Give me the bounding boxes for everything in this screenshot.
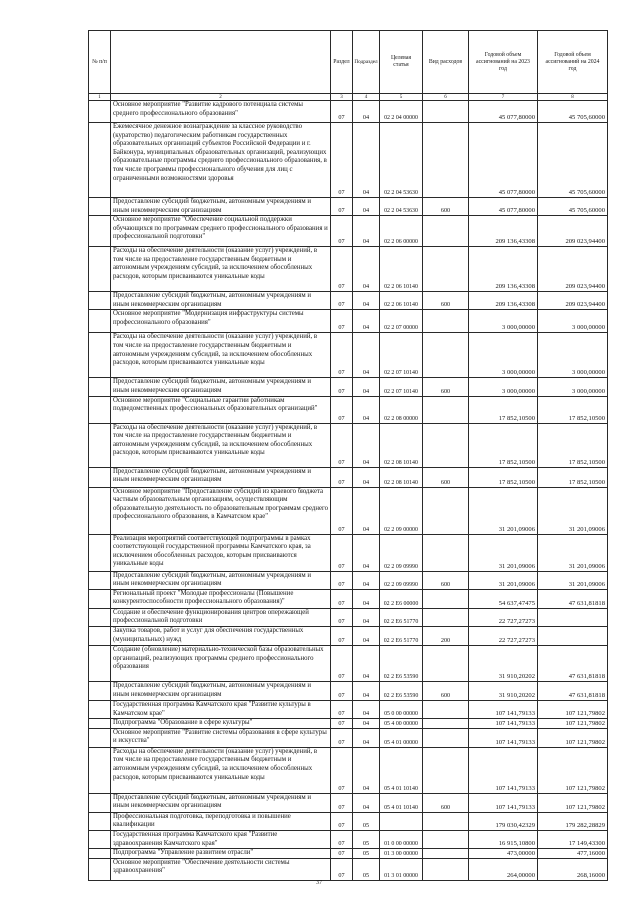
row-allocation-2023: 31 201,09006 — [469, 571, 538, 589]
row-expense-type — [423, 728, 469, 747]
row-subsection: 04 — [353, 467, 380, 487]
row-section: 07 — [331, 700, 353, 718]
row-section: 07 — [331, 198, 353, 216]
row-section: 07 — [331, 123, 353, 198]
row-target-article: 02 2 08 10140 — [380, 467, 423, 487]
row-section: 07 — [331, 467, 353, 487]
budget-table — [88, 30, 608, 881]
row-target-article: 02 2 08 10140 — [380, 423, 423, 467]
row-subsection: 04 — [353, 728, 380, 747]
row-allocation-2024: 17 149,43300 — [538, 830, 608, 848]
row-description: Подпрограмма "Управление развитием отрасли" — [111, 849, 331, 859]
row-allocation-2024: 107 121,79802 — [538, 719, 608, 729]
row-subsection: 04 — [353, 534, 380, 571]
row-number-cell — [89, 292, 111, 310]
table-row — [89, 747, 608, 793]
row-section: 07 — [331, 423, 353, 467]
row-description: Государственная программа Камчатского края "Развитие культуры в Камчатском крае" — [111, 700, 331, 718]
table-row — [89, 487, 608, 534]
row-allocation-2024: 31 201,09006 — [538, 571, 608, 589]
row-description: Закупка товаров, работ и услуг для обеспечения государственных (муниципальных) нужд — [111, 626, 331, 645]
column-number: 1 — [89, 94, 111, 101]
row-allocation-2024 — [538, 626, 608, 645]
row-number-cell — [89, 467, 111, 487]
row-expense-type — [423, 858, 469, 880]
row-section: 07 — [331, 487, 353, 534]
row-description: Основное мероприятие "Обеспечение деятельности системы здравоохранения" — [111, 858, 331, 880]
row-target-article: 05 4 01 00000 — [380, 728, 423, 747]
row-expense-type — [423, 719, 469, 729]
row-subsection: 04 — [353, 292, 380, 310]
header-expense-type: Вид расходов — [423, 31, 469, 94]
row-subsection: 04 — [353, 310, 380, 333]
table-row — [89, 626, 608, 645]
table-row — [89, 571, 608, 589]
row-allocation-2023: 31 910,20202 — [469, 645, 538, 681]
row-subsection: 04 — [353, 423, 380, 467]
row-section: 07 — [331, 101, 353, 123]
row-expense-type — [423, 830, 469, 848]
table-row — [89, 101, 608, 123]
row-section: 07 — [331, 292, 353, 310]
row-subsection: 04 — [353, 700, 380, 718]
row-description: Предоставление субсидий бюджетным, автономным учреждениям и иным некоммерческим организациям — [111, 793, 331, 812]
row-number-cell — [89, 247, 111, 292]
row-description: Профессиональная подготовка, переподготовка и повышение квалификации — [111, 812, 331, 830]
row-description: Предоставление субсидий бюджетным, автономным учреждениям и иным некоммерческим организациям — [111, 571, 331, 589]
row-number-cell — [89, 608, 111, 626]
row-expense-type: 600 — [423, 571, 469, 589]
row-number-cell — [89, 728, 111, 747]
row-expense-type — [423, 608, 469, 626]
row-allocation-2024: 107 121,79802 — [538, 747, 608, 793]
row-description: Ежемесячное денежное вознаграждение за классное руководство (кураторство) педагогическим работникам государственных образовательных организаций субъектов Российской Федерации и г. Байконура, муниципальных образовательных организаций, реализующих образовательные программы среднего профессионального образования, в том числе программы профессионального обучения для лиц с ограниченными возможностями здоровья — [111, 123, 331, 198]
row-section: 07 — [331, 849, 353, 859]
row-number-cell — [89, 571, 111, 589]
table-body — [89, 101, 608, 881]
row-allocation-2023: 107 141,79133 — [469, 793, 538, 812]
row-target-article: 02 2 07 10140 — [380, 378, 423, 396]
table-row — [89, 423, 608, 467]
row-allocation-2023: 31 201,09006 — [469, 534, 538, 571]
row-allocation-2023: 45 077,80000 — [469, 123, 538, 198]
row-description: Предоставление субсидий бюджетным, автономным учреждениям и иным некоммерческим организациям — [111, 378, 331, 396]
row-section: 07 — [331, 719, 353, 729]
row-number-cell — [89, 101, 111, 123]
row-allocation-2023: 45 077,80000 — [469, 101, 538, 123]
row-target-article — [380, 812, 423, 830]
row-description: Государственная программа Камчатского края "Развитие здравоохранения Камчатского края" — [111, 830, 331, 848]
row-subsection: 05 — [353, 812, 380, 830]
row-description: Основное мероприятие "Развитие кадрового потенциала системы среднего профессионального образования" — [111, 101, 331, 123]
row-subsection: 05 — [353, 858, 380, 880]
row-target-article: 02 2 07 10140 — [380, 333, 423, 378]
row-allocation-2024: 17 852,10500 — [538, 467, 608, 487]
header-allocation-2024: Годовой объем ассигнований на 2024 год — [538, 31, 608, 94]
row-target-article: 01 3 01 00000 — [380, 858, 423, 880]
page-number: 37 — [316, 880, 322, 886]
row-description: Основное мероприятие "Обеспечение социальной поддержки обучающихся по программам среднего профессионального образования и профессиональной подготовки" — [111, 216, 331, 247]
row-number-cell — [89, 812, 111, 830]
row-target-article: 02 2 09 00000 — [380, 487, 423, 534]
row-number-cell — [89, 378, 111, 396]
row-expense-type: 600 — [423, 793, 469, 812]
column-number: 8 — [538, 94, 608, 101]
row-allocation-2024: 179 282,28829 — [538, 812, 608, 830]
row-allocation-2024: 477,16000 — [538, 849, 608, 859]
row-expense-type — [423, 101, 469, 123]
row-description: Подпрограмма "Образование в сфере культуры" — [111, 719, 331, 729]
row-section: 07 — [331, 333, 353, 378]
row-target-article: 02 2 E6 51770 — [380, 608, 423, 626]
row-number-cell — [89, 396, 111, 423]
row-target-article: 05 4 00 00000 — [380, 719, 423, 729]
row-expense-type — [423, 700, 469, 718]
row-number-cell — [89, 681, 111, 700]
row-target-article: 05 0 00 00000 — [380, 700, 423, 718]
column-number: 2 — [111, 94, 331, 101]
table-row — [89, 849, 608, 859]
row-description: Создание (обновление) материально-технической базы образовательных организаций, реализующих программы среднего профессионального образования — [111, 645, 331, 681]
row-subsection: 04 — [353, 608, 380, 626]
row-allocation-2024: 45 705,60000 — [538, 101, 608, 123]
row-number-cell — [89, 719, 111, 729]
column-number: 5 — [380, 94, 423, 101]
row-subsection: 05 — [353, 830, 380, 848]
row-allocation-2024 — [538, 608, 608, 626]
row-allocation-2024: 17 852,10500 — [538, 423, 608, 467]
column-number: 4 — [353, 94, 380, 101]
row-target-article: 02 2 E6 53590 — [380, 645, 423, 681]
row-number-cell — [89, 487, 111, 534]
row-allocation-2023: 17 852,10500 — [469, 396, 538, 423]
row-allocation-2024: 107 121,79802 — [538, 793, 608, 812]
row-allocation-2024: 3 000,00000 — [538, 378, 608, 396]
row-number-cell — [89, 198, 111, 216]
row-expense-type — [423, 534, 469, 571]
row-section: 07 — [331, 608, 353, 626]
row-section: 07 — [331, 626, 353, 645]
row-section: 07 — [331, 378, 353, 396]
row-expense-type — [423, 247, 469, 292]
row-expense-type — [423, 747, 469, 793]
table-row — [89, 378, 608, 396]
table-row — [89, 645, 608, 681]
table-row — [89, 123, 608, 198]
row-target-article: 02 2 08 00000 — [380, 396, 423, 423]
table-row — [89, 292, 608, 310]
row-subsection: 04 — [353, 793, 380, 812]
row-description: Создание и обеспечение функционирования центров опережающей профессиональной подготовки — [111, 608, 331, 626]
row-allocation-2023: 107 141,79133 — [469, 728, 538, 747]
row-expense-type: 200 — [423, 626, 469, 645]
row-allocation-2023: 31 201,09006 — [469, 487, 538, 534]
header-row — [89, 31, 608, 94]
row-section: 07 — [331, 247, 353, 292]
table-row — [89, 467, 608, 487]
row-allocation-2023: 16 915,10800 — [469, 830, 538, 848]
row-allocation-2023: 209 136,43308 — [469, 292, 538, 310]
column-number: 3 — [331, 94, 353, 101]
row-description: Региональный проект "Молодые профессионалы (Повышение конкурентоспособности профессионального образования)" — [111, 589, 331, 608]
row-allocation-2024: 45 705,60000 — [538, 198, 608, 216]
table-row — [89, 830, 608, 848]
row-subsection: 04 — [353, 101, 380, 123]
row-subsection: 04 — [353, 247, 380, 292]
row-section: 07 — [331, 396, 353, 423]
row-expense-type — [423, 423, 469, 467]
row-section: 07 — [331, 793, 353, 812]
row-number-cell — [89, 589, 111, 608]
row-description: Предоставление субсидий бюджетным, автономным учреждениям и иным некоммерческим организациям — [111, 292, 331, 310]
row-allocation-2023: 22 727,27273 — [469, 608, 538, 626]
row-number-cell — [89, 216, 111, 247]
row-number-cell — [89, 645, 111, 681]
table-row — [89, 793, 608, 812]
row-number-cell — [89, 310, 111, 333]
row-allocation-2024: 31 201,09006 — [538, 487, 608, 534]
row-section: 07 — [331, 534, 353, 571]
table-row — [89, 396, 608, 423]
row-target-article: 02 2 E6 51770 — [380, 626, 423, 645]
row-subsection: 04 — [353, 123, 380, 198]
row-subsection: 04 — [353, 589, 380, 608]
row-expense-type: 600 — [423, 467, 469, 487]
table-row — [89, 608, 608, 626]
row-number-cell — [89, 123, 111, 198]
row-target-article: 01 3 00 00000 — [380, 849, 423, 859]
row-target-article: 02 2 04 53630 — [380, 123, 423, 198]
table-row — [89, 198, 608, 216]
row-number-cell — [89, 700, 111, 718]
row-expense-type — [423, 396, 469, 423]
row-target-article: 02 2 04 53630 — [380, 198, 423, 216]
row-description: Основное мероприятие "Модернизация инфраструктуры системы профессионального образования" — [111, 310, 331, 333]
table-row — [89, 858, 608, 880]
row-section: 07 — [331, 830, 353, 848]
row-subsection: 04 — [353, 216, 380, 247]
row-target-article: 02 2 06 10140 — [380, 292, 423, 310]
row-subsection: 04 — [353, 645, 380, 681]
row-target-article: 02 2 09 09990 — [380, 571, 423, 589]
row-section: 07 — [331, 571, 353, 589]
row-subsection: 05 — [353, 849, 380, 859]
row-allocation-2024: 47 631,81818 — [538, 681, 608, 700]
row-section: 07 — [331, 858, 353, 880]
row-subsection: 04 — [353, 333, 380, 378]
row-description: Предоставление субсидий бюджетным, автономным учреждениям и иным некоммерческим организациям — [111, 681, 331, 700]
row-expense-type — [423, 487, 469, 534]
row-description: Предоставление субсидий бюджетным, автономным учреждениям и иным некоммерческим организациям — [111, 198, 331, 216]
row-description: Расходы на обеспечение деятельности (оказание услуг) учреждений, в том числе на предоставление государственным бюджетным и автономным учреждениям субсидий, за исключением обособленных расходов, которым присваиваются уникальные коды — [111, 333, 331, 378]
table-row — [89, 719, 608, 729]
row-number-cell — [89, 858, 111, 880]
column-number: 6 — [423, 94, 469, 101]
header-target-article: Целевая статья — [380, 31, 423, 94]
row-target-article: 02 2 06 00000 — [380, 216, 423, 247]
row-allocation-2023: 31 910,20202 — [469, 681, 538, 700]
table-row — [89, 700, 608, 718]
row-subsection: 04 — [353, 571, 380, 589]
row-section: 07 — [331, 747, 353, 793]
row-allocation-2023: 473,00000 — [469, 849, 538, 859]
row-allocation-2024: 47 631,81818 — [538, 589, 608, 608]
row-description: Расходы на обеспечение деятельности (оказание услуг) учреждений, в том числе на предоставление государственным бюджетным и автономным учреждениям субсидий, за исключением обособленных расходов, которым присваиваются уникальные коды — [111, 423, 331, 467]
table-row — [89, 247, 608, 292]
row-description: Расходы на обеспечение деятельности (оказание услуг) учреждений, в том числе на предоставление государственным бюджетным и автономным учреждениям субсидий, за исключением обособленных расходов, которым присваиваются уникальные коды — [111, 747, 331, 793]
row-section: 07 — [331, 216, 353, 247]
row-section: 07 — [331, 645, 353, 681]
row-subsection: 04 — [353, 747, 380, 793]
row-allocation-2023: 22 727,27273 — [469, 626, 538, 645]
row-number-cell — [89, 626, 111, 645]
row-target-article: 02 2 E6 00000 — [380, 589, 423, 608]
row-description: Предоставление субсидий бюджетным, автономным учреждениям и иным некоммерческим организациям — [111, 467, 331, 487]
row-expense-type: 600 — [423, 681, 469, 700]
row-section: 07 — [331, 310, 353, 333]
header-subsection: Подраздел — [353, 31, 380, 94]
row-description: Реализация мероприятий соответствующей подпрограммы в рамках соответствующей государственной программы Камчатского края, за исключением обособленных расходов, которым присваиваются уникальные коды — [111, 534, 331, 571]
row-expense-type — [423, 849, 469, 859]
row-allocation-2024: 17 852,10500 — [538, 396, 608, 423]
row-subsection: 04 — [353, 626, 380, 645]
row-target-article: 02 2 09 09990 — [380, 534, 423, 571]
row-subsection: 04 — [353, 198, 380, 216]
row-expense-type: 600 — [423, 378, 469, 396]
row-allocation-2023: 209 136,43308 — [469, 216, 538, 247]
row-target-article: 05 4 01 10140 — [380, 793, 423, 812]
row-allocation-2023: 3 000,00000 — [469, 378, 538, 396]
row-allocation-2023: 54 637,47475 — [469, 589, 538, 608]
row-allocation-2023: 3 000,00000 — [469, 333, 538, 378]
row-allocation-2024: 209 023,94400 — [538, 247, 608, 292]
row-subsection: 04 — [353, 487, 380, 534]
row-target-article: 02 2 07 00000 — [380, 310, 423, 333]
row-allocation-2024: 107 121,79802 — [538, 728, 608, 747]
row-allocation-2024: 45 705,60000 — [538, 123, 608, 198]
row-allocation-2024: 209 023,94400 — [538, 292, 608, 310]
row-subsection: 04 — [353, 378, 380, 396]
row-expense-type — [423, 812, 469, 830]
table-row — [89, 534, 608, 571]
row-description: Основное мероприятие "Социальные гарантии работникам подведомственных профессиональных образовательных организаций" — [111, 396, 331, 423]
row-allocation-2023: 107 141,79133 — [469, 747, 538, 793]
row-target-article: 05 4 01 10140 — [380, 747, 423, 793]
row-allocation-2024: 3 000,00000 — [538, 333, 608, 378]
row-subsection: 04 — [353, 681, 380, 700]
row-subsection: 04 — [353, 719, 380, 729]
row-allocation-2023: 107 141,79133 — [469, 719, 538, 729]
row-section: 07 — [331, 589, 353, 608]
table-row — [89, 728, 608, 747]
row-allocation-2023: 3 000,00000 — [469, 310, 538, 333]
row-number-cell — [89, 423, 111, 467]
row-subsection: 04 — [353, 396, 380, 423]
row-allocation-2024: 3 000,00000 — [538, 310, 608, 333]
row-section: 07 — [331, 681, 353, 700]
row-section: 07 — [331, 728, 353, 747]
row-expense-type — [423, 123, 469, 198]
row-allocation-2023: 45 077,80000 — [469, 198, 538, 216]
row-description: Основное мероприятие "Предоставление субсидий из краевого бюджета частным образовательным организациям, осуществляющим образовательную деятельность по образовательным программам среднего профессионального образования, в Камчатском крае" — [111, 487, 331, 534]
row-number-cell — [89, 830, 111, 848]
column-number-row — [89, 94, 608, 101]
table-row — [89, 681, 608, 700]
column-number: 7 — [469, 94, 538, 101]
row-allocation-2024: 31 201,09006 — [538, 534, 608, 571]
row-target-article: 02 2 06 10140 — [380, 247, 423, 292]
row-description: Расходы на обеспечение деятельности (оказание услуг) учреждений, в том числе на предоставление государственным бюджетным и автономным учреждениям субсидий, за исключением обособленных расходов, которым присваиваются уникальные коды — [111, 247, 331, 292]
row-allocation-2023: 264,00000 — [469, 858, 538, 880]
row-target-article: 01 0 00 00000 — [380, 830, 423, 848]
row-number-cell — [89, 333, 111, 378]
row-expense-type — [423, 645, 469, 681]
row-allocation-2024: 47 631,81818 — [538, 645, 608, 681]
row-number-cell — [89, 793, 111, 812]
row-expense-type — [423, 310, 469, 333]
row-allocation-2024: 107 121,79802 — [538, 700, 608, 718]
row-description: Основное мероприятие "Развитие системы образования в сфере культуры и искусства" — [111, 728, 331, 747]
table-row — [89, 310, 608, 333]
header-allocation-2023: Годовой объем ассигнований на 2023 год — [469, 31, 538, 94]
row-number-cell — [89, 747, 111, 793]
row-allocation-2023: 179 030,42329 — [469, 812, 538, 830]
row-section: 07 — [331, 812, 353, 830]
row-number-cell — [89, 534, 111, 571]
table-row — [89, 589, 608, 608]
row-allocation-2023: 17 852,10500 — [469, 467, 538, 487]
header-description — [111, 31, 331, 94]
row-expense-type — [423, 216, 469, 247]
row-expense-type: 600 — [423, 292, 469, 310]
row-allocation-2023: 107 141,79133 — [469, 700, 538, 718]
row-expense-type: 600 — [423, 198, 469, 216]
row-expense-type — [423, 333, 469, 378]
row-allocation-2023: 17 852,10500 — [469, 423, 538, 467]
row-number-cell — [89, 849, 111, 859]
table-row — [89, 812, 608, 830]
table-row — [89, 216, 608, 247]
row-target-article: 02 2 04 00000 — [380, 101, 423, 123]
row-allocation-2024: 268,16000 — [538, 858, 608, 880]
header-number: № п/п — [89, 31, 111, 94]
row-target-article: 02 2 E6 53590 — [380, 681, 423, 700]
header-section: Раздел — [331, 31, 353, 94]
row-allocation-2024: 209 023,94400 — [538, 216, 608, 247]
table-row — [89, 333, 608, 378]
row-allocation-2023: 209 136,43308 — [469, 247, 538, 292]
row-expense-type — [423, 589, 469, 608]
